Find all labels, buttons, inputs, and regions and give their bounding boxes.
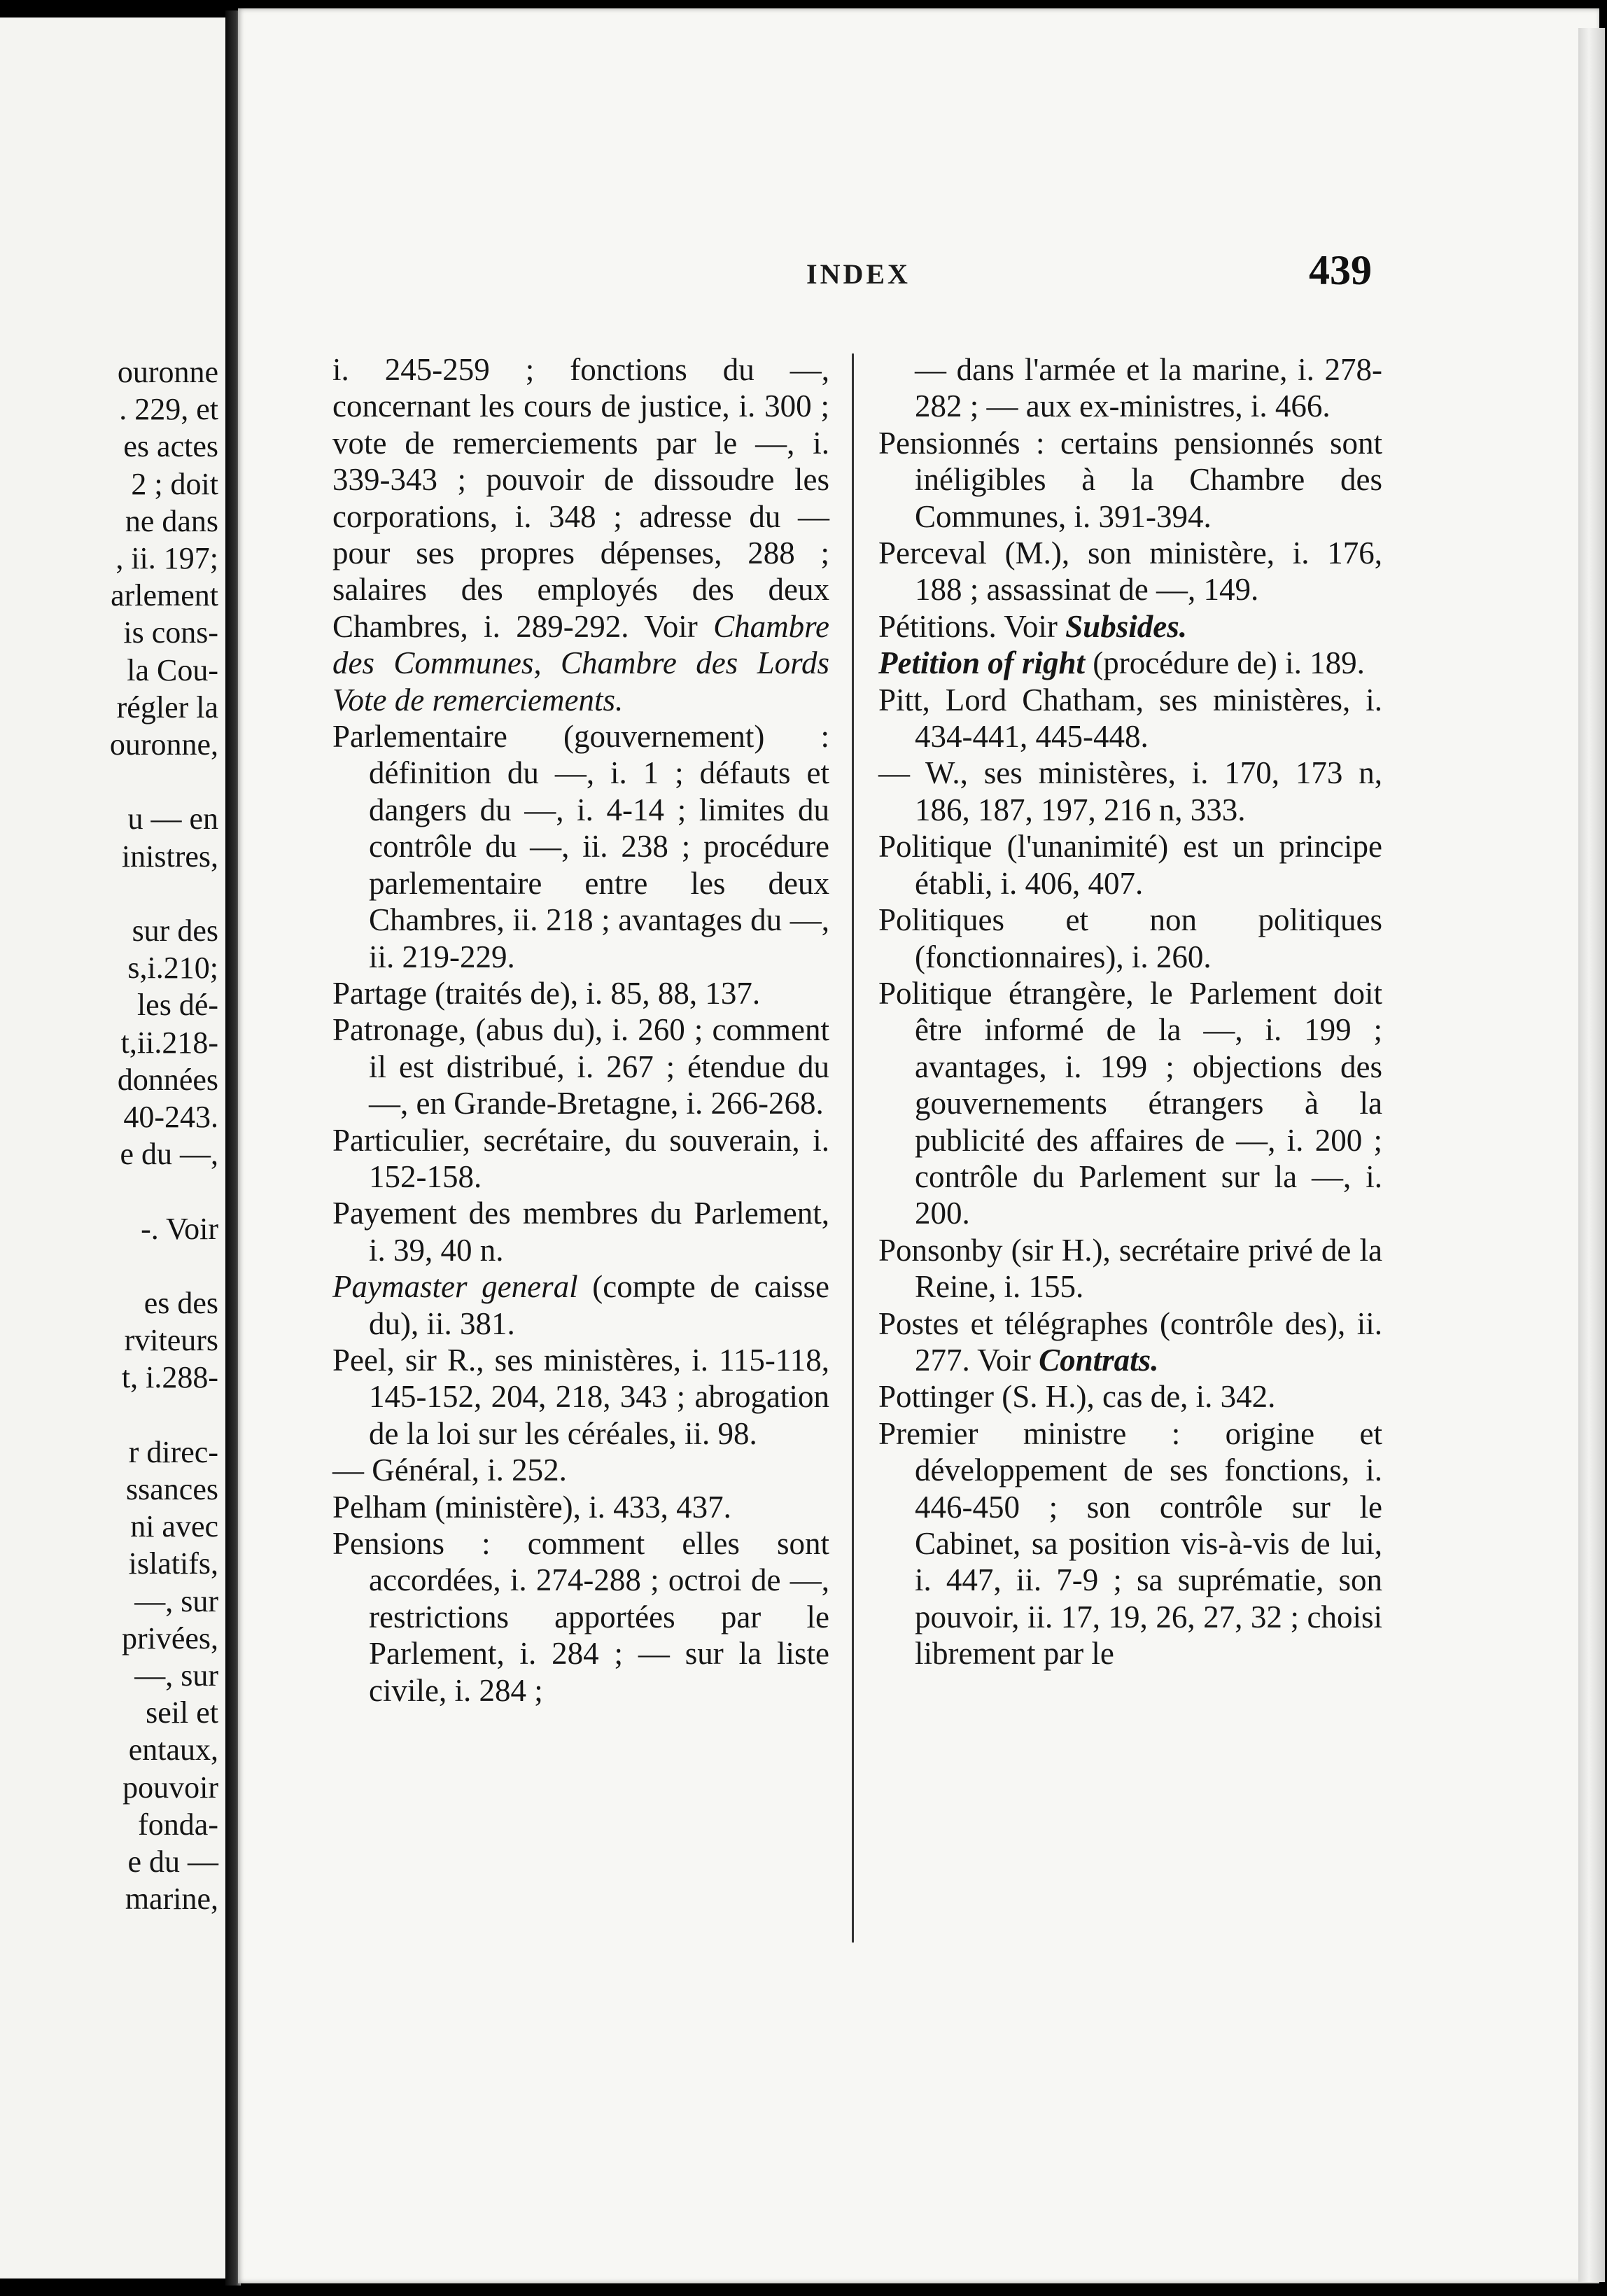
index-entry: Peel, sir R., ses ministères, i. 115-118, 145-152, 204, 218, 343 ; abrogation de la loi sur les céréales, ii. 98. <box>332 1342 829 1451</box>
left-page-line: 2 ; doit <box>131 466 218 501</box>
cross-reference: Chambre des Communes, Chambre des Lords Vote de remerciements. <box>332 608 829 718</box>
column-divider <box>852 354 854 1942</box>
left-page-line: e du —, <box>120 1137 218 1172</box>
index-entry <box>878 608 1382 645</box>
index-entry <box>878 645 1382 681</box>
left-page-line: régler la <box>116 690 218 724</box>
right-page <box>238 8 1599 2283</box>
left-page-line: entaux, <box>128 1732 218 1768</box>
left-page-line: privées, <box>121 1620 218 1656</box>
left-page-line: fonda- <box>138 1807 218 1842</box>
entry-text: i. 245-259 ; fonctions du —, concernant les cours de justice, i. 300 ; vote de remerciements par le —, i. 339-343 ; pouvoir de dissoudre les corporations, i. 348 ; adresse du — pour ses propres dépenses, 288 ; salaires des employés des deux Chambres, i. 289-292. Voir <box>332 352 829 644</box>
index-column-right <box>878 351 1382 1672</box>
index-entry: Pottinger (S. H.), cas de, i. 342. <box>878 1379 1276 1415</box>
index-entry: Payement des membres du Parlement, i. 39, 40 n. <box>332 1196 829 1268</box>
left-page-line: arlement <box>111 578 218 613</box>
left-page-line: s,i.210; <box>127 951 218 986</box>
left-page-line: , ii. 197; <box>115 541 218 575</box>
index-entry: — dans l'armée et la marine, i. 278-282 ; — aux ex-ministres, i. 466. <box>915 352 1382 424</box>
entry-text: (compte de caisse du), ii. 381. <box>369 1269 830 1341</box>
cross-reference: Subsides. <box>1065 608 1187 644</box>
left-page-line: ni avec <box>130 1509 218 1544</box>
left-page-line: marine, <box>125 1882 218 1917</box>
index-entry: Parlementaire (gouvernement) : définition du —, i. 1 ; défauts et dangers du —, i. 4-14 ; limites du contrôle du —, ii. 238 ; procédure parlementaire entre les deux Chambres, ii. 218 ; avantages du —, ii. 219-229. <box>332 719 829 974</box>
index-entry: — W., ses ministères, i. 170, 173 n, 186, 187, 197, 216 n, 333. <box>878 755 1382 827</box>
left-page-line: 40-243. <box>123 1100 218 1134</box>
index-entry: Pensionnés : certains pensionnés sont inéligibles à la Chambre des Communes, i. 391-394. <box>878 425 1382 534</box>
left-page-line: t, i.288- <box>121 1360 218 1395</box>
left-page-line: ouronne <box>117 355 218 389</box>
index-entry <box>878 1306 1382 1379</box>
index-entry: Particulier, secrétaire, du souverain, i. 152-158. <box>332 1122 829 1194</box>
entry-term: Petition of right <box>878 645 1086 681</box>
index-entry: Pitt, Lord Chatham, ses ministères, i. 434-441, 445-448. <box>878 682 1382 755</box>
left-page-line: ssances <box>126 1472 218 1506</box>
left-page-line: . 229, et <box>119 392 218 427</box>
left-page-line: —, sur <box>134 1658 218 1693</box>
left-page-line: es actes <box>123 429 218 464</box>
page-edge <box>1578 28 1605 2282</box>
left-page-line: r direc- <box>128 1434 218 1469</box>
left-page-line: -. Voir <box>141 1211 218 1246</box>
left-page-line: données <box>117 1062 218 1097</box>
index-entry <box>332 351 829 718</box>
index-column-left <box>332 351 829 1709</box>
running-header: INDEX <box>806 258 911 290</box>
index-entry: Partage (traités de), i. 85, 88, 137. <box>332 975 761 1011</box>
entry-term: Paymaster general <box>332 1269 578 1305</box>
entry-text: Pétitions. Voir <box>878 608 1058 644</box>
left-page-line: rviteurs <box>124 1323 218 1358</box>
index-entry: Politique (l'unanimité) est un principe établi, i. 406, 407. <box>878 829 1382 901</box>
left-page-line: pouvoir <box>122 1770 218 1805</box>
entry-text: Postes et télégraphes (contrôle des), ii. 277. Voir <box>878 1306 1382 1378</box>
left-page-line: u — en <box>127 802 218 836</box>
left-page-line: —, sur <box>134 1583 218 1618</box>
index-entry: Politique étrangère, le Parlement doit être informé de la —, i. 199 ; avantages, i. 199 ; objections des gouvernements étrangers à la publicité des affaires de —, i. 200 ; contrôle du Parlement sur la —, i. 200. <box>878 975 1382 1231</box>
left-page-line: ouronne, <box>109 727 218 762</box>
index-entry: — Général, i. 252. <box>332 1452 567 1488</box>
left-page-line: seil et <box>146 1695 218 1730</box>
index-entry: Premier ministre : origine et développement de ses fonctions, i. 446-450 ; son contrôle sur le Cabinet, sa position vis-à-vis de lui, i. 447, ii. 7-9 ; sa suprématie, son pouvoir, ii. 17, 19, 26, 27, 32 ; choisi librement par le <box>878 1415 1382 1672</box>
index-entry <box>332 1268 829 1342</box>
index-entry: Patronage, (abus du), i. 260 ; comment il est distribué, i. 267 ; étendue du —, en Grande-Bretagne, i. 266-268. <box>332 1012 829 1121</box>
index-entry: Politiques et non politiques (fonctionnaires), i. 260. <box>878 902 1382 974</box>
index-entry: Pensions : comment elles sont accordées, i. 274-288 ; octroi de —, restrictions apportées par le Parlement, i. 284 ; — sur la liste civile, i. 284 ; <box>332 1526 829 1708</box>
left-page-line: inistres, <box>121 839 218 874</box>
index-entry: Ponsonby (sir H.), secrétaire privé de la Reine, i. 155. <box>878 1232 1382 1305</box>
left-page-line: is cons- <box>123 615 218 650</box>
left-page-line: t,ii.218- <box>120 1025 218 1060</box>
left-page-line: es des <box>143 1286 218 1320</box>
index-entry: Pelham (ministère), i. 433, 437. <box>332 1489 731 1525</box>
page-number: 439 <box>1309 247 1372 293</box>
left-page-line: e du — <box>127 1844 218 1879</box>
left-page-line: ne dans <box>125 503 218 538</box>
left-facing-page <box>0 18 225 2278</box>
index-entry: Perceval (M.), son ministère, i. 176, 188 ; assassinat de —, 149. <box>878 536 1382 608</box>
cross-reference: Contrats. <box>1039 1342 1159 1378</box>
left-page-line: la Cou- <box>127 652 218 687</box>
entry-text: (procédure de) i. 189. <box>1093 645 1365 681</box>
left-page-line: les dé- <box>136 988 218 1023</box>
left-page-line: islatifs, <box>128 1546 218 1581</box>
left-page-line: sur des <box>132 913 218 948</box>
